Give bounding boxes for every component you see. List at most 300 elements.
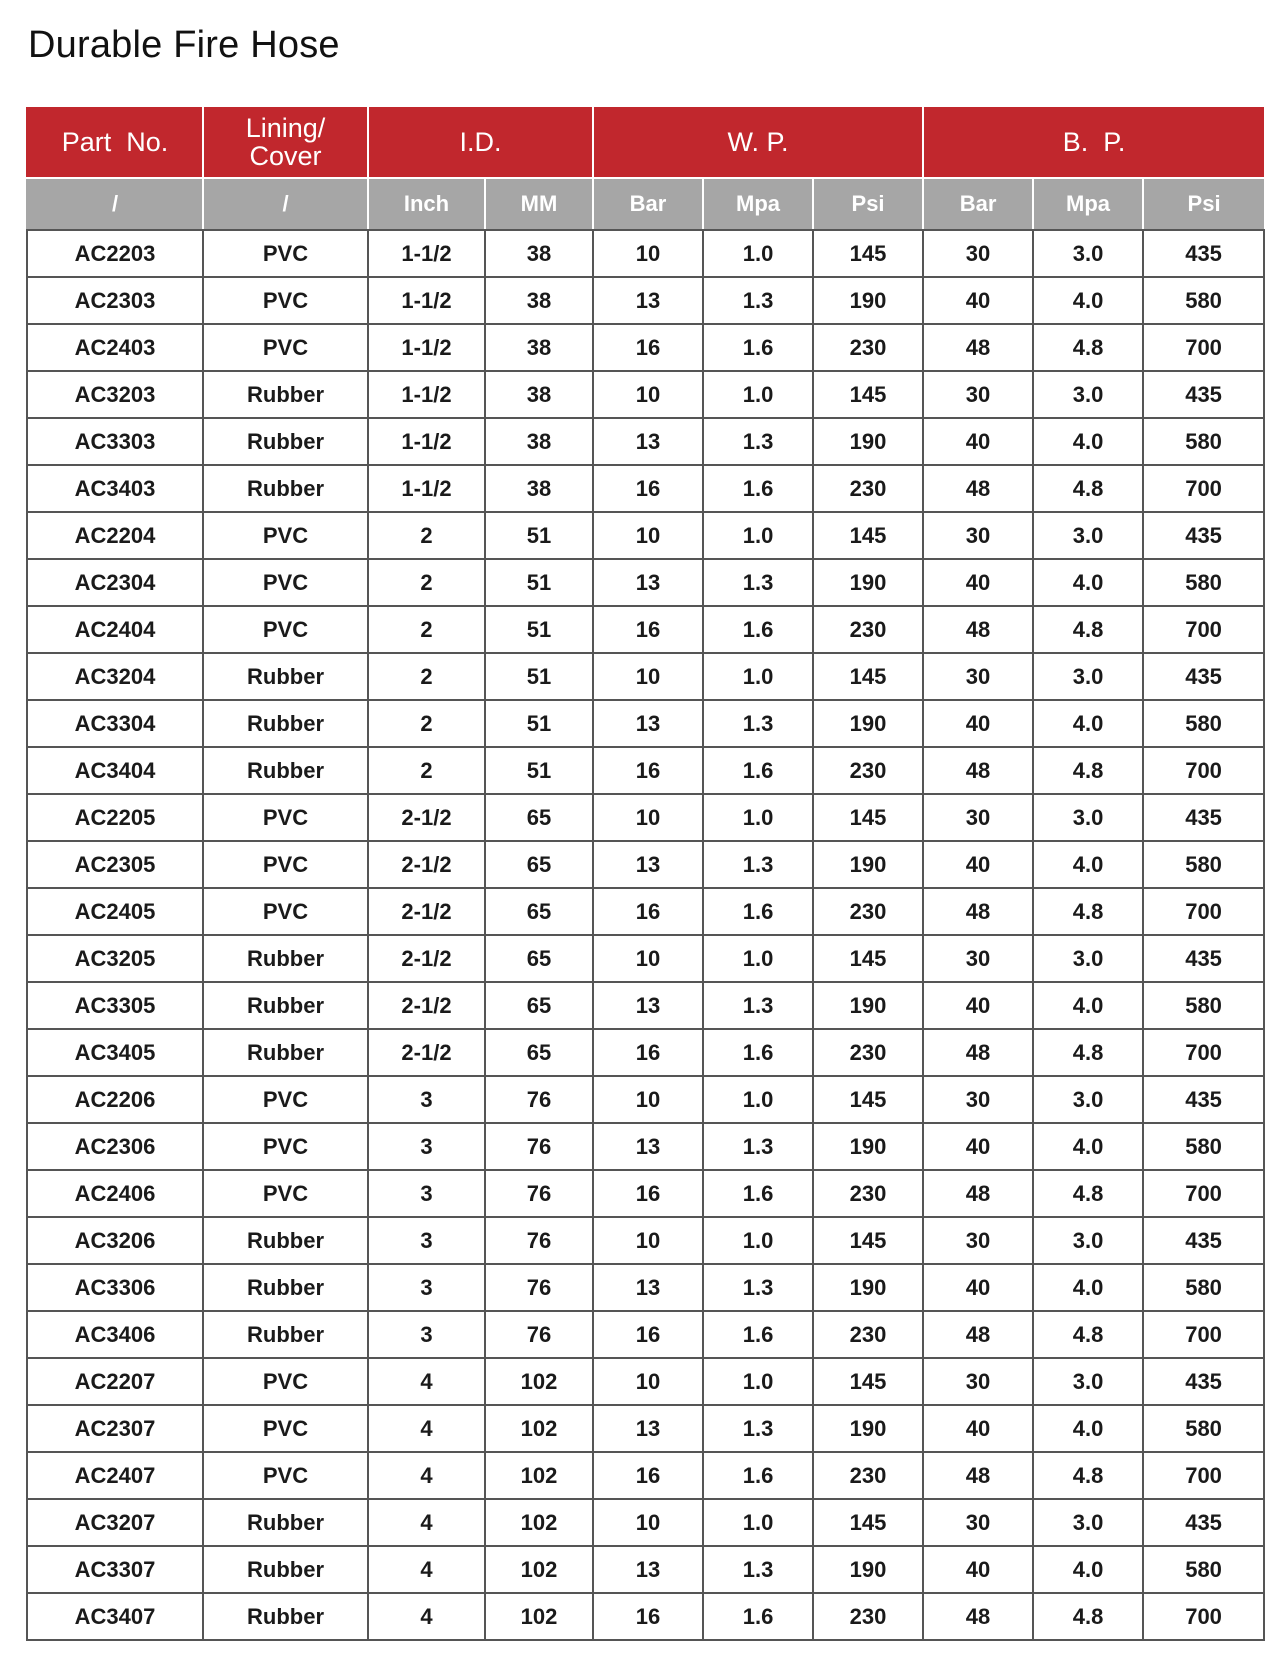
cell-lining-cover: PVC [203, 1076, 368, 1123]
header-part-no: Part No. [27, 107, 203, 178]
cell-id-inch: 3 [368, 1076, 485, 1123]
cell-part-no: AC3403 [27, 465, 203, 512]
cell-lining-cover: PVC [203, 794, 368, 841]
cell-part-no: AC2307 [27, 1405, 203, 1452]
cell-id-inch: 2 [368, 606, 485, 653]
cell-part-no: AC3203 [27, 371, 203, 418]
cell-lining-cover: Rubber [203, 700, 368, 747]
cell-wp-bar: 10 [593, 935, 703, 982]
cell-id-mm: 65 [485, 888, 593, 935]
cell-bp-psi: 700 [1143, 1029, 1264, 1076]
cell-part-no: AC2303 [27, 277, 203, 324]
cell-wp-bar: 16 [593, 1593, 703, 1640]
cell-lining-cover: PVC [203, 1405, 368, 1452]
table-row [27, 841, 1264, 888]
cell-wp-bar: 13 [593, 1405, 703, 1452]
cell-part-no: AC2306 [27, 1123, 203, 1170]
table-body [27, 230, 1264, 1640]
cell-bp-mpa: 4.8 [1033, 1593, 1143, 1640]
cell-id-mm: 51 [485, 653, 593, 700]
cell-lining-cover: PVC [203, 230, 368, 277]
cell-id-mm: 38 [485, 371, 593, 418]
subheader-cell: MM [485, 178, 593, 230]
cell-part-no: AC3303 [27, 418, 203, 465]
cell-bp-bar: 30 [923, 1499, 1033, 1546]
cell-lining-cover: PVC [203, 512, 368, 559]
cell-lining-cover: Rubber [203, 747, 368, 794]
cell-wp-psi: 145 [813, 230, 923, 277]
cell-id-inch: 2 [368, 512, 485, 559]
cell-part-no: AC3207 [27, 1499, 203, 1546]
cell-id-inch: 2 [368, 653, 485, 700]
cell-lining-cover: Rubber [203, 1217, 368, 1264]
cell-bp-mpa: 3.0 [1033, 935, 1143, 982]
cell-bp-psi: 435 [1143, 653, 1264, 700]
cell-lining-cover: Rubber [203, 371, 368, 418]
cell-wp-bar: 13 [593, 841, 703, 888]
cell-bp-bar: 40 [923, 700, 1033, 747]
cell-bp-psi: 580 [1143, 418, 1264, 465]
cell-wp-bar: 16 [593, 1029, 703, 1076]
table-row [27, 465, 1264, 512]
subheader-cell: Bar [923, 178, 1033, 230]
subheader-cell: Bar [593, 178, 703, 230]
cell-bp-bar: 40 [923, 1264, 1033, 1311]
subheader-cell: Psi [1143, 178, 1264, 230]
cell-id-mm: 76 [485, 1264, 593, 1311]
cell-wp-mpa: 1.6 [703, 1170, 813, 1217]
cell-bp-mpa: 4.8 [1033, 888, 1143, 935]
cell-id-inch: 3 [368, 1311, 485, 1358]
cell-bp-bar: 30 [923, 512, 1033, 559]
cell-bp-mpa: 4.0 [1033, 1123, 1143, 1170]
cell-bp-bar: 40 [923, 418, 1033, 465]
cell-bp-bar: 48 [923, 1029, 1033, 1076]
cell-wp-bar: 13 [593, 982, 703, 1029]
cell-bp-mpa: 3.0 [1033, 1217, 1143, 1264]
cell-wp-mpa: 1.3 [703, 1546, 813, 1593]
cell-bp-psi: 700 [1143, 1311, 1264, 1358]
cell-id-inch: 2-1/2 [368, 935, 485, 982]
cell-lining-cover: Rubber [203, 1029, 368, 1076]
table-row [27, 559, 1264, 606]
cell-id-inch: 2-1/2 [368, 982, 485, 1029]
cell-wp-psi: 190 [813, 559, 923, 606]
cell-bp-mpa: 4.0 [1033, 1405, 1143, 1452]
cell-id-mm: 38 [485, 230, 593, 277]
cell-lining-cover: Rubber [203, 1311, 368, 1358]
header-cover-label: Cover [249, 141, 322, 171]
cell-bp-mpa: 4.8 [1033, 1452, 1143, 1499]
cell-id-mm: 65 [485, 1029, 593, 1076]
table-row [27, 935, 1264, 982]
cell-part-no: AC2405 [27, 888, 203, 935]
cell-wp-mpa: 1.0 [703, 1358, 813, 1405]
cell-id-inch: 1-1/2 [368, 324, 485, 371]
cell-id-inch: 1-1/2 [368, 230, 485, 277]
cell-wp-psi: 190 [813, 982, 923, 1029]
cell-wp-mpa: 1.6 [703, 606, 813, 653]
cell-wp-mpa: 1.3 [703, 559, 813, 606]
table-row [27, 1358, 1264, 1405]
cell-wp-mpa: 1.6 [703, 888, 813, 935]
cell-wp-mpa: 1.3 [703, 700, 813, 747]
cell-bp-bar: 40 [923, 1546, 1033, 1593]
cell-lining-cover: PVC [203, 606, 368, 653]
cell-wp-mpa: 1.0 [703, 1217, 813, 1264]
cell-wp-bar: 13 [593, 1264, 703, 1311]
cell-wp-psi: 230 [813, 888, 923, 935]
cell-bp-mpa: 3.0 [1033, 653, 1143, 700]
header-working-pressure: W. P. [593, 107, 923, 178]
cell-bp-bar: 48 [923, 1593, 1033, 1640]
page-title: Durable Fire Hose [28, 24, 340, 67]
cell-wp-psi: 145 [813, 1499, 923, 1546]
cell-wp-psi: 190 [813, 700, 923, 747]
cell-wp-bar: 10 [593, 1217, 703, 1264]
cell-wp-bar: 10 [593, 1358, 703, 1405]
cell-id-mm: 51 [485, 559, 593, 606]
cell-bp-bar: 48 [923, 888, 1033, 935]
cell-id-inch: 3 [368, 1217, 485, 1264]
cell-part-no: AC3404 [27, 747, 203, 794]
cell-id-mm: 76 [485, 1076, 593, 1123]
cell-lining-cover: PVC [203, 559, 368, 606]
cell-wp-bar: 10 [593, 1076, 703, 1123]
cell-id-mm: 102 [485, 1546, 593, 1593]
group-header-row [27, 107, 1264, 178]
cell-bp-bar: 30 [923, 935, 1033, 982]
table-row [27, 418, 1264, 465]
cell-wp-mpa: 1.3 [703, 841, 813, 888]
cell-wp-mpa: 1.0 [703, 1076, 813, 1123]
cell-wp-bar: 16 [593, 747, 703, 794]
cell-id-inch: 2-1/2 [368, 1029, 485, 1076]
cell-bp-mpa: 4.0 [1033, 277, 1143, 324]
cell-part-no: AC2305 [27, 841, 203, 888]
cell-bp-bar: 40 [923, 1405, 1033, 1452]
cell-bp-bar: 30 [923, 230, 1033, 277]
cell-lining-cover: PVC [203, 324, 368, 371]
cell-bp-mpa: 4.0 [1033, 841, 1143, 888]
cell-lining-cover: PVC [203, 277, 368, 324]
cell-wp-mpa: 1.0 [703, 794, 813, 841]
cell-wp-bar: 16 [593, 465, 703, 512]
cell-bp-psi: 435 [1143, 1358, 1264, 1405]
cell-wp-psi: 190 [813, 1123, 923, 1170]
cell-bp-bar: 30 [923, 1076, 1033, 1123]
cell-bp-mpa: 4.8 [1033, 606, 1143, 653]
subheader-cell: / [27, 178, 203, 230]
cell-id-inch: 2 [368, 700, 485, 747]
cell-bp-psi: 580 [1143, 700, 1264, 747]
cell-bp-psi: 700 [1143, 1170, 1264, 1217]
cell-wp-bar: 13 [593, 418, 703, 465]
cell-wp-mpa: 1.3 [703, 277, 813, 324]
cell-id-inch: 3 [368, 1123, 485, 1170]
cell-id-inch: 1-1/2 [368, 277, 485, 324]
cell-wp-psi: 145 [813, 935, 923, 982]
cell-wp-mpa: 1.6 [703, 1593, 813, 1640]
cell-lining-cover: PVC [203, 1123, 368, 1170]
table-row [27, 1311, 1264, 1358]
subheader-cell: Mpa [703, 178, 813, 230]
cell-part-no: AC2404 [27, 606, 203, 653]
cell-bp-mpa: 3.0 [1033, 512, 1143, 559]
cell-id-inch: 4 [368, 1546, 485, 1593]
cell-bp-psi: 580 [1143, 982, 1264, 1029]
subheader-cell: / [203, 178, 368, 230]
cell-id-inch: 1-1/2 [368, 371, 485, 418]
cell-id-mm: 65 [485, 935, 593, 982]
cell-id-inch: 2-1/2 [368, 794, 485, 841]
cell-bp-psi: 435 [1143, 935, 1264, 982]
cell-wp-psi: 230 [813, 606, 923, 653]
cell-bp-bar: 40 [923, 841, 1033, 888]
cell-wp-bar: 16 [593, 1452, 703, 1499]
cell-wp-psi: 230 [813, 1452, 923, 1499]
table-row [27, 512, 1264, 559]
cell-part-no: AC2403 [27, 324, 203, 371]
cell-wp-psi: 230 [813, 465, 923, 512]
cell-wp-bar: 16 [593, 1170, 703, 1217]
cell-id-inch: 2-1/2 [368, 888, 485, 935]
cell-bp-mpa: 4.8 [1033, 747, 1143, 794]
cell-bp-bar: 48 [923, 465, 1033, 512]
cell-bp-bar: 30 [923, 653, 1033, 700]
cell-part-no: AC3205 [27, 935, 203, 982]
cell-bp-bar: 30 [923, 1358, 1033, 1405]
cell-id-mm: 76 [485, 1123, 593, 1170]
table-row [27, 1405, 1264, 1452]
header-lining-cover [203, 107, 368, 178]
cell-wp-psi: 145 [813, 371, 923, 418]
cell-wp-psi: 190 [813, 1264, 923, 1311]
cell-id-inch: 3 [368, 1264, 485, 1311]
cell-bp-mpa: 4.8 [1033, 1311, 1143, 1358]
cell-wp-bar: 13 [593, 277, 703, 324]
subheader-cell: Mpa [1033, 178, 1143, 230]
cell-wp-mpa: 1.0 [703, 653, 813, 700]
cell-bp-psi: 435 [1143, 371, 1264, 418]
cell-bp-bar: 40 [923, 277, 1033, 324]
cell-lining-cover: Rubber [203, 653, 368, 700]
cell-id-mm: 76 [485, 1311, 593, 1358]
cell-wp-bar: 13 [593, 1123, 703, 1170]
cell-bp-psi: 435 [1143, 230, 1264, 277]
cell-wp-mpa: 1.0 [703, 1499, 813, 1546]
cell-wp-psi: 145 [813, 794, 923, 841]
cell-bp-bar: 48 [923, 1311, 1033, 1358]
cell-id-inch: 4 [368, 1499, 485, 1546]
cell-wp-psi: 190 [813, 841, 923, 888]
cell-lining-cover: PVC [203, 888, 368, 935]
cell-part-no: AC3305 [27, 982, 203, 1029]
cell-bp-mpa: 4.0 [1033, 1546, 1143, 1593]
cell-lining-cover: Rubber [203, 1499, 368, 1546]
cell-lining-cover: Rubber [203, 1546, 368, 1593]
cell-part-no: AC3406 [27, 1311, 203, 1358]
cell-bp-mpa: 3.0 [1033, 371, 1143, 418]
cell-wp-psi: 145 [813, 1358, 923, 1405]
cell-wp-psi: 230 [813, 1029, 923, 1076]
cell-bp-psi: 580 [1143, 1546, 1264, 1593]
cell-wp-bar: 13 [593, 700, 703, 747]
cell-lining-cover: PVC [203, 841, 368, 888]
cell-lining-cover: PVC [203, 1170, 368, 1217]
cell-wp-psi: 145 [813, 1076, 923, 1123]
cell-bp-bar: 30 [923, 371, 1033, 418]
table-row [27, 1452, 1264, 1499]
cell-wp-psi: 230 [813, 747, 923, 794]
table-row [27, 324, 1264, 371]
cell-part-no: AC2206 [27, 1076, 203, 1123]
cell-wp-bar: 16 [593, 1311, 703, 1358]
table-row [27, 982, 1264, 1029]
cell-bp-psi: 700 [1143, 1452, 1264, 1499]
cell-id-mm: 76 [485, 1170, 593, 1217]
cell-id-inch: 4 [368, 1358, 485, 1405]
cell-wp-mpa: 1.3 [703, 418, 813, 465]
cell-id-mm: 38 [485, 465, 593, 512]
cell-id-mm: 102 [485, 1452, 593, 1499]
cell-id-mm: 76 [485, 1217, 593, 1264]
cell-bp-mpa: 3.0 [1033, 1076, 1143, 1123]
cell-part-no: AC3407 [27, 1593, 203, 1640]
cell-id-mm: 38 [485, 277, 593, 324]
cell-wp-mpa: 1.6 [703, 747, 813, 794]
cell-wp-bar: 16 [593, 606, 703, 653]
cell-part-no: AC3204 [27, 653, 203, 700]
table-row [27, 606, 1264, 653]
cell-bp-psi: 435 [1143, 794, 1264, 841]
cell-id-inch: 1-1/2 [368, 465, 485, 512]
cell-bp-bar: 48 [923, 747, 1033, 794]
cell-wp-psi: 230 [813, 324, 923, 371]
cell-bp-bar: 48 [923, 606, 1033, 653]
cell-wp-mpa: 1.3 [703, 982, 813, 1029]
cell-bp-psi: 700 [1143, 888, 1264, 935]
table-row [27, 230, 1264, 277]
cell-bp-mpa: 3.0 [1033, 794, 1143, 841]
cell-id-mm: 65 [485, 794, 593, 841]
cell-id-inch: 4 [368, 1593, 485, 1640]
cell-wp-mpa: 1.0 [703, 371, 813, 418]
cell-id-mm: 38 [485, 324, 593, 371]
cell-bp-psi: 700 [1143, 747, 1264, 794]
cell-id-mm: 51 [485, 512, 593, 559]
cell-wp-mpa: 1.0 [703, 512, 813, 559]
table-row [27, 1123, 1264, 1170]
cell-wp-psi: 190 [813, 1546, 923, 1593]
header-lining-label: Lining/ [245, 113, 326, 143]
cell-wp-bar: 10 [593, 371, 703, 418]
table-row [27, 371, 1264, 418]
table-row [27, 653, 1264, 700]
cell-bp-psi: 700 [1143, 465, 1264, 512]
cell-wp-mpa: 1.6 [703, 1029, 813, 1076]
cell-bp-mpa: 3.0 [1033, 230, 1143, 277]
table-row [27, 1264, 1264, 1311]
cell-part-no: AC2203 [27, 230, 203, 277]
table-row [27, 1029, 1264, 1076]
cell-bp-bar: 30 [923, 794, 1033, 841]
cell-id-mm: 102 [485, 1405, 593, 1452]
cell-bp-psi: 580 [1143, 559, 1264, 606]
cell-id-mm: 102 [485, 1499, 593, 1546]
cell-bp-psi: 435 [1143, 1499, 1264, 1546]
cell-part-no: AC3306 [27, 1264, 203, 1311]
cell-bp-bar: 48 [923, 324, 1033, 371]
subheader-cell: Psi [813, 178, 923, 230]
cell-wp-bar: 13 [593, 1546, 703, 1593]
cell-bp-psi: 435 [1143, 1217, 1264, 1264]
table-row [27, 1217, 1264, 1264]
cell-bp-bar: 48 [923, 1170, 1033, 1217]
subheader-cell: Inch [368, 178, 485, 230]
cell-id-mm: 38 [485, 418, 593, 465]
cell-lining-cover: Rubber [203, 1264, 368, 1311]
cell-wp-bar: 10 [593, 230, 703, 277]
cell-lining-cover: Rubber [203, 418, 368, 465]
cell-wp-psi: 230 [813, 1593, 923, 1640]
cell-wp-mpa: 1.6 [703, 1311, 813, 1358]
cell-bp-mpa: 3.0 [1033, 1358, 1143, 1405]
table-row [27, 1170, 1264, 1217]
cell-bp-psi: 580 [1143, 277, 1264, 324]
cell-id-inch: 3 [368, 1170, 485, 1217]
cell-bp-psi: 700 [1143, 324, 1264, 371]
cell-id-mm: 51 [485, 700, 593, 747]
cell-wp-psi: 190 [813, 418, 923, 465]
cell-bp-bar: 48 [923, 1452, 1033, 1499]
cell-part-no: AC3304 [27, 700, 203, 747]
cell-wp-psi: 190 [813, 1405, 923, 1452]
cell-wp-psi: 145 [813, 512, 923, 559]
cell-lining-cover: Rubber [203, 465, 368, 512]
table-row [27, 1593, 1264, 1640]
cell-bp-psi: 580 [1143, 1405, 1264, 1452]
cell-part-no: AC3307 [27, 1546, 203, 1593]
cell-wp-mpa: 1.3 [703, 1264, 813, 1311]
cell-bp-mpa: 4.8 [1033, 324, 1143, 371]
cell-bp-bar: 40 [923, 1123, 1033, 1170]
table-row [27, 1076, 1264, 1123]
fire-hose-spec-table [26, 107, 1265, 1641]
cell-part-no: AC2406 [27, 1170, 203, 1217]
cell-wp-mpa: 1.0 [703, 230, 813, 277]
cell-wp-bar: 10 [593, 794, 703, 841]
cell-lining-cover: PVC [203, 1358, 368, 1405]
cell-id-inch: 1-1/2 [368, 418, 485, 465]
table-row [27, 747, 1264, 794]
header-burst-pressure: B. P. [923, 107, 1264, 178]
cell-lining-cover: Rubber [203, 1593, 368, 1640]
cell-wp-bar: 10 [593, 512, 703, 559]
cell-bp-mpa: 3.0 [1033, 1499, 1143, 1546]
cell-bp-mpa: 4.8 [1033, 1029, 1143, 1076]
cell-wp-bar: 16 [593, 324, 703, 371]
cell-wp-mpa: 1.3 [703, 1405, 813, 1452]
cell-wp-psi: 145 [813, 653, 923, 700]
cell-bp-mpa: 4.0 [1033, 700, 1143, 747]
cell-bp-bar: 40 [923, 982, 1033, 1029]
cell-part-no: AC2407 [27, 1452, 203, 1499]
cell-id-inch: 2 [368, 747, 485, 794]
cell-lining-cover: Rubber [203, 982, 368, 1029]
cell-part-no: AC3206 [27, 1217, 203, 1264]
cell-wp-mpa: 1.3 [703, 1123, 813, 1170]
